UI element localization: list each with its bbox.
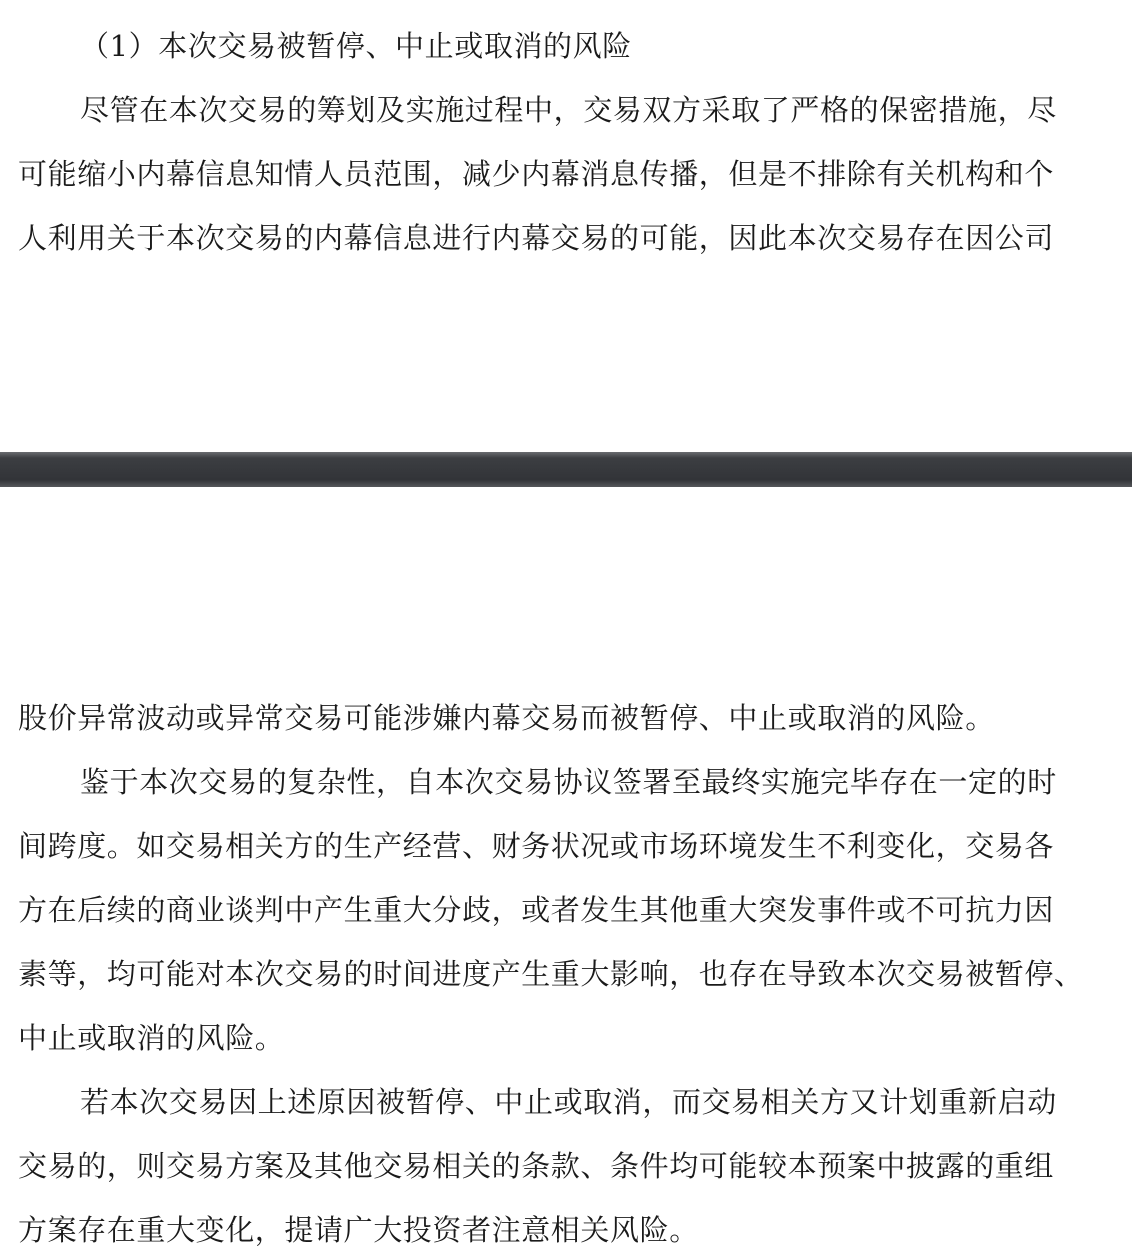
paragraph-line: 人利用关于本次交易的内幕信息进行内幕交易的可能，因此本次交易存在因公司 bbox=[18, 221, 1055, 255]
document-page-bottom bbox=[0, 487, 1132, 1260]
paragraph-line: 方案存在重大变化，提请广大投资者注意相关风险。 bbox=[18, 1213, 699, 1247]
paragraph-line: 尽管在本次交易的筹划及实施过程中，交易双方采取了严格的保密措施，尽 bbox=[80, 93, 1057, 127]
paragraph-line: 股价异常波动或异常交易可能涉嫌内幕交易而被暂停、中止或取消的风险。 bbox=[18, 701, 995, 735]
paragraph-line: 若本次交易因上述原因被暂停、中止或取消，而交易相关方又计划重新启动 bbox=[80, 1085, 1057, 1119]
paragraph-line: 中止或取消的风险。 bbox=[18, 1021, 285, 1055]
paragraph-line: 交易的，则交易方案及其他交易相关的条款、条件均可能较本预案中披露的重组 bbox=[18, 1149, 1055, 1183]
section-heading: （1）本次交易被暂停、中止或取消的风险 bbox=[80, 29, 632, 63]
page-divider bbox=[0, 452, 1132, 487]
paragraph-line: 鉴于本次交易的复杂性，自本次交易协议签署至最终实施完毕存在一定的时 bbox=[80, 765, 1057, 799]
paragraph-line: 间跨度。如交易相关方的生产经营、财务状况或市场环境发生不利变化，交易各 bbox=[18, 829, 1055, 863]
paragraph-line: 方在后续的商业谈判中产生重大分歧，或者发生其他重大突发事件或不可抗力因 bbox=[18, 893, 1055, 927]
paragraph-line: 素等，均可能对本次交易的时间进度产生重大影响，也存在导致本次交易被暂停、 bbox=[18, 957, 1084, 991]
paragraph-line: 可能缩小内幕信息知情人员范围，减少内幕消息传播，但是不排除有关机构和个 bbox=[18, 157, 1055, 191]
document-page-top bbox=[0, 0, 1132, 452]
